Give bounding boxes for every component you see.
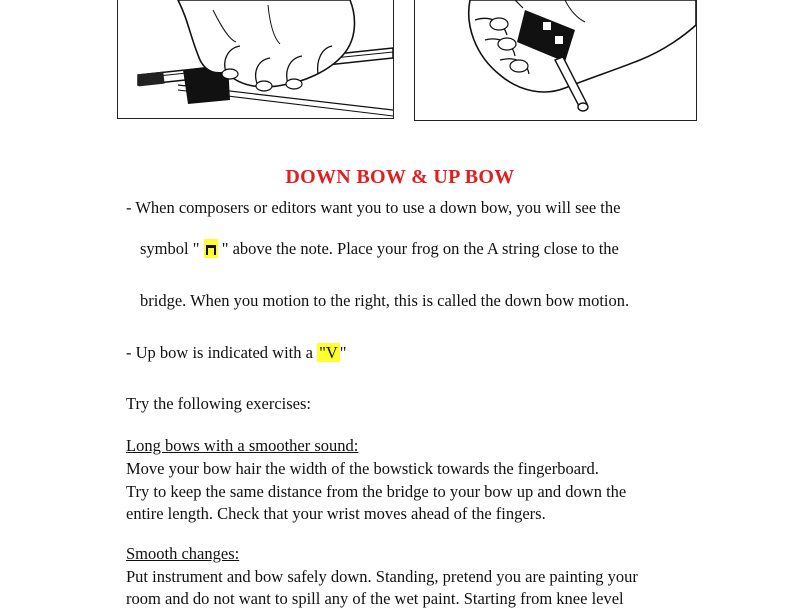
up-bow-symbol-highlight — [317, 343, 340, 362]
up-bow-quote-close: " — [339, 343, 347, 362]
hand-on-bow-drawing — [118, 0, 393, 118]
long-bows-line-2: Try to keep the same distance from the bridge to your bow up and down the — [126, 482, 627, 501]
down-bow-symbol-icon — [206, 245, 216, 255]
long-bows-line-3: entire length. Check that your wrist moves ahead of the fingers. — [126, 504, 546, 523]
down-bow-line-3: bridge. When you motion to the right, this is called the down bow motion. — [140, 291, 630, 310]
up-bow-text: - Up bow is indicated with a — [126, 343, 318, 362]
down-bow-line-2 — [140, 239, 619, 259]
smooth-changes-line-2: room and do not want to spill any of the wet paint. Starting from knee level — [126, 589, 624, 608]
exercises-intro: Try the following exercises: — [126, 394, 311, 413]
down-bow-line-2-end: " above the note. Place your frog on the A string close to the — [221, 239, 619, 258]
long-bows-line-1: Move your bow hair the width of the bowstick towards the fingerboard. — [126, 459, 599, 478]
section-title: DOWN BOW & UP BOW — [285, 166, 515, 188]
down-bow-symbol-highlight — [204, 239, 218, 258]
smooth-changes-line-1: Put instrument and bow safely down. Standing, pretend you are painting your — [126, 567, 638, 586]
up-bow-quote-open: " — [319, 343, 326, 362]
bow-hold-illustration-right — [414, 0, 697, 121]
bow-hold-illustration-left — [117, 0, 394, 119]
long-bows-heading: Long bows with a smoother sound: — [126, 436, 359, 455]
down-bow-line-1: - When composers or editors want you to use a down bow, you will see the — [126, 198, 621, 217]
smooth-changes-heading: Smooth changes: — [126, 544, 240, 563]
up-bow-symbol: V — [325, 343, 338, 362]
up-bow-line — [126, 343, 347, 363]
hand-side-view-drawing — [415, 0, 696, 120]
down-bow-line-2-start: symbol " — [140, 239, 200, 258]
